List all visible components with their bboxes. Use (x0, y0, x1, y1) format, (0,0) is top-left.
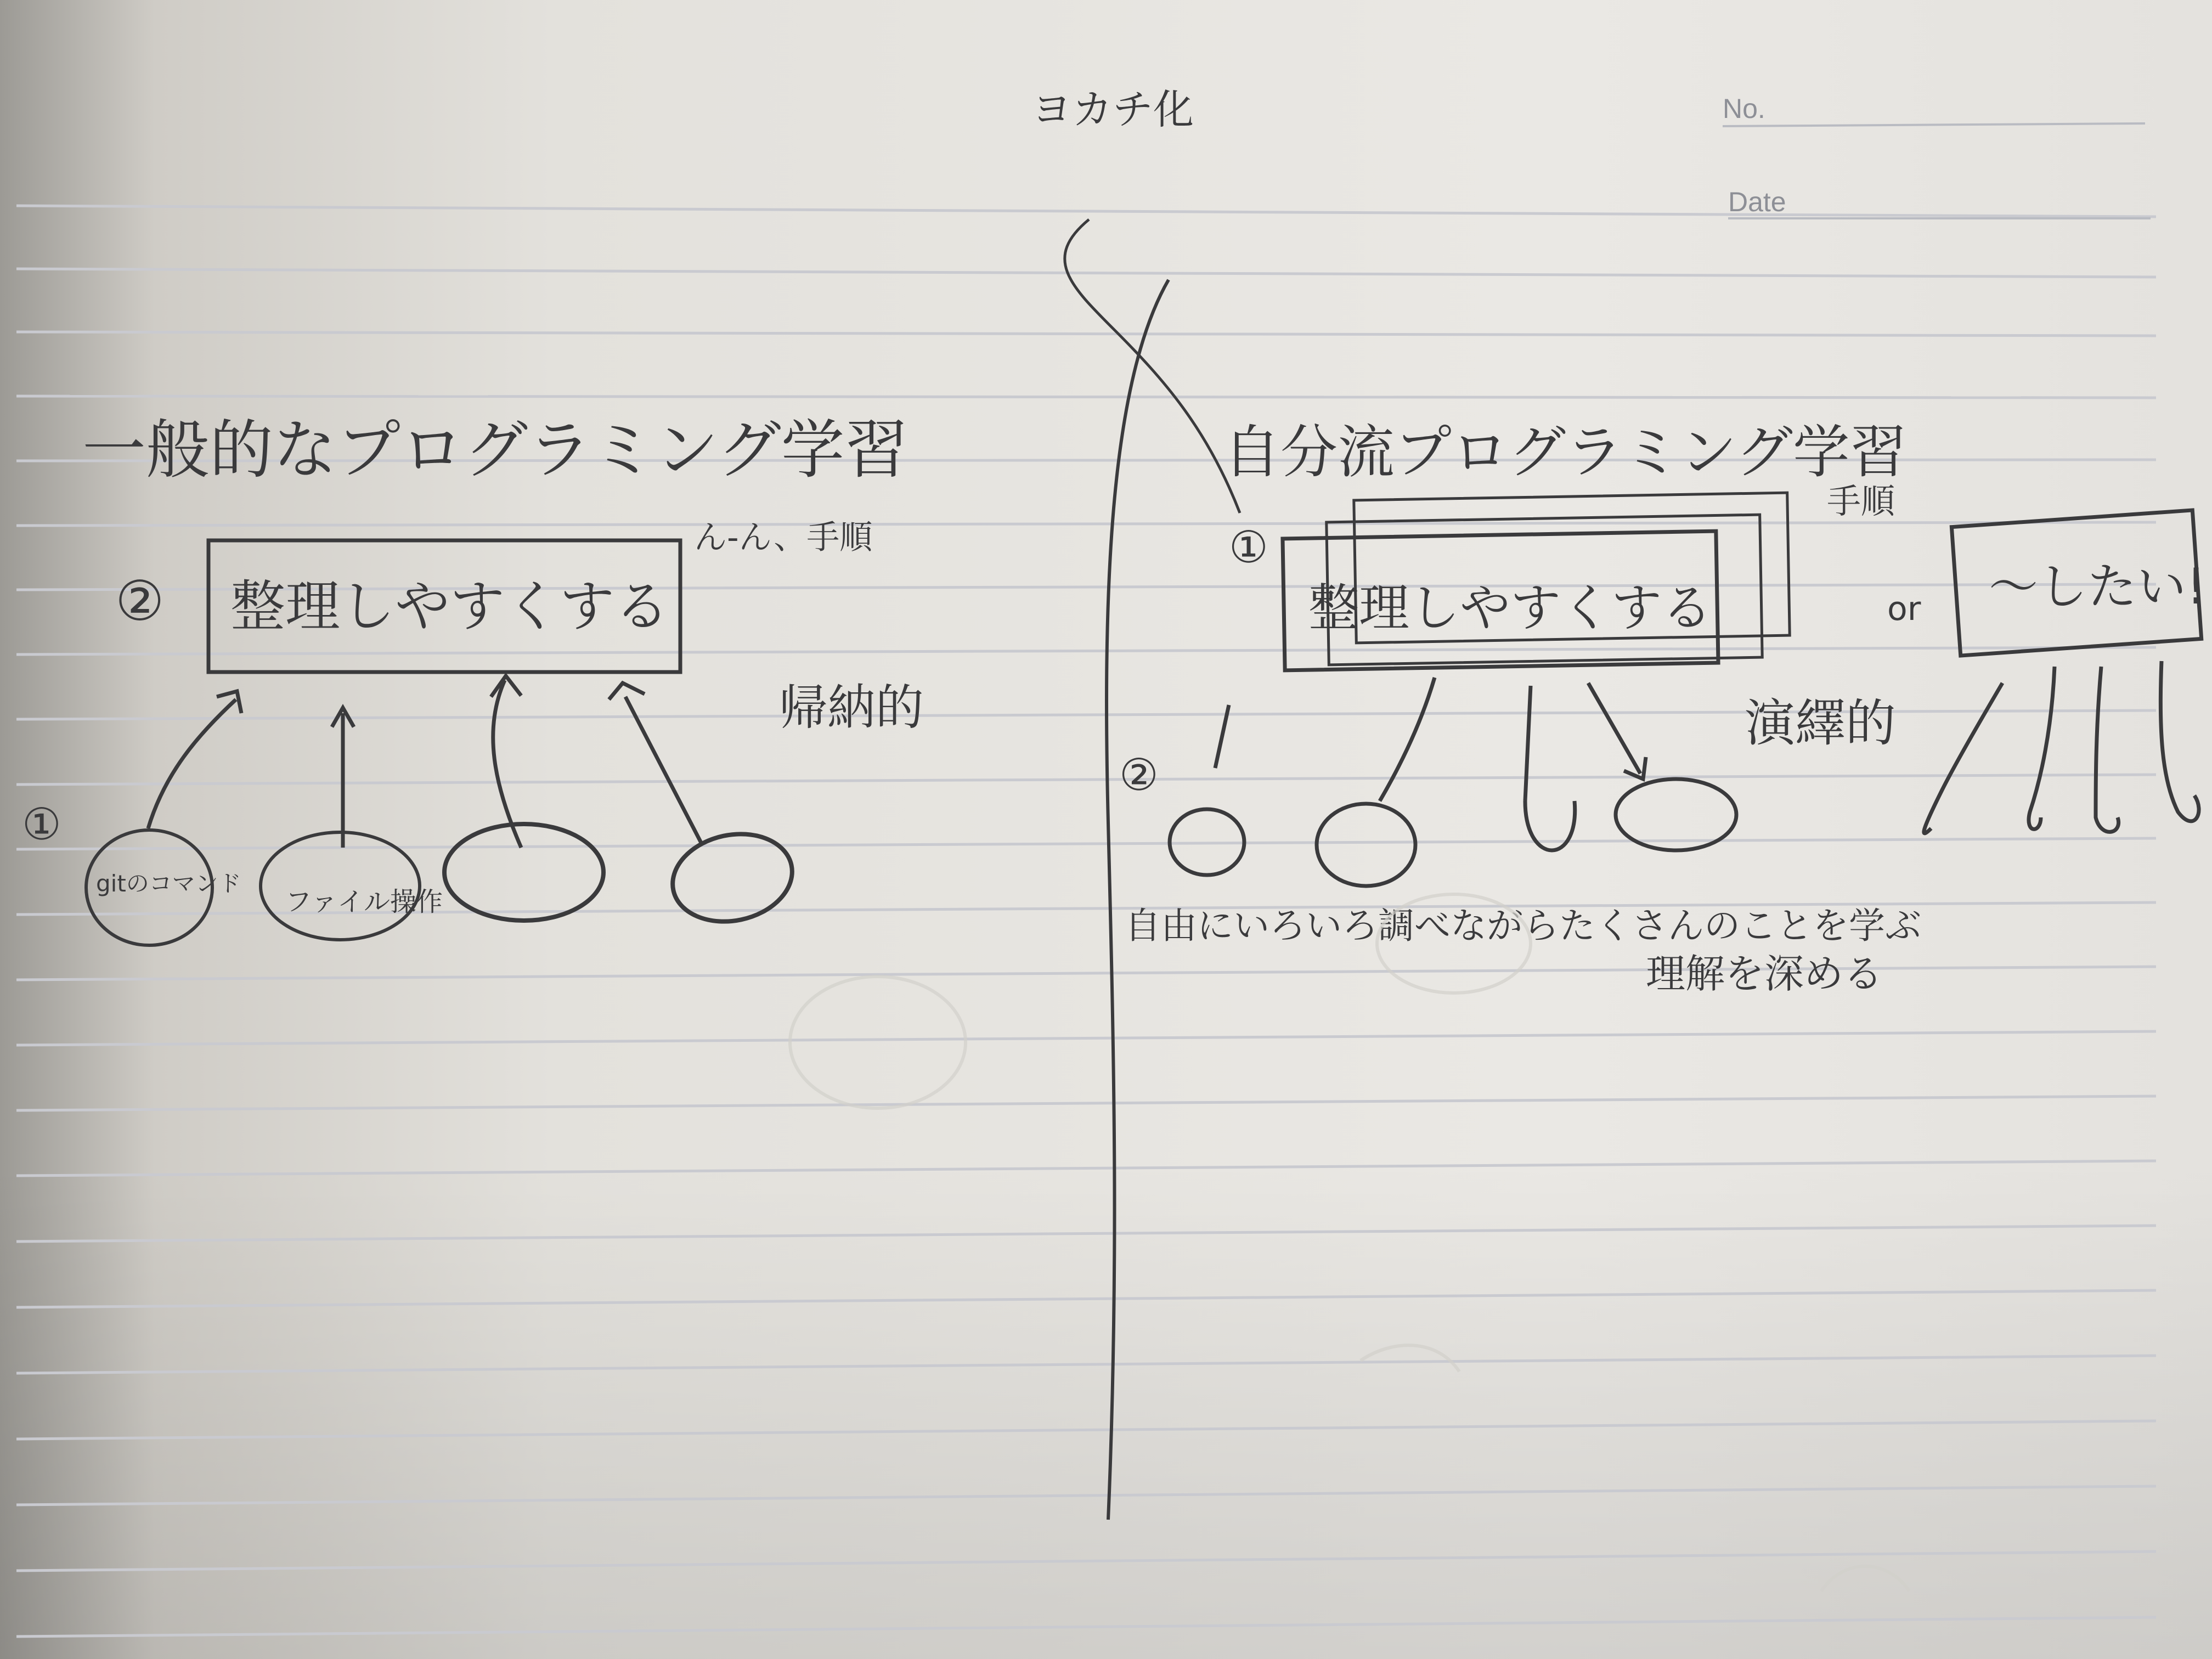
right-bottom-line-1: 自由にいろいろ調べながらたくさんのことを学ぶ (1125, 905, 1921, 947)
right-note: 演繹的 (1745, 694, 1897, 753)
right-bottom-line-2: 理解を深める (1646, 951, 1883, 997)
right-circle-1: ① (1229, 522, 1268, 573)
no-label: No. (1723, 93, 1765, 124)
right-wish-box-text: 〜したい! (1989, 558, 2207, 616)
right-or-label: or (1887, 590, 1921, 628)
left-title: 一般的なプログラミング学習 (82, 413, 909, 487)
right-title: 自分流プログラミング学習 (1223, 419, 1907, 486)
left-circle-2: ② (115, 569, 165, 633)
left-bubble-1-text: gitのコマンド (96, 870, 241, 897)
left-circle-1: ① (22, 799, 61, 850)
left-bubble-2-text: ファイル操作 (285, 887, 443, 917)
page-heading: ヨカチ化 (1031, 86, 1194, 133)
right-box-text: 整理しやすくする (1308, 579, 1713, 637)
right-circle-2: ② (1119, 749, 1159, 800)
left-note: 帰納的 (779, 679, 924, 736)
right-box-side-label: 手順 (1827, 481, 1895, 521)
date-label: Date (1728, 187, 1786, 217)
left-box-text: 整理しやすくする (230, 574, 669, 639)
left-side-label: ん-ん、手順 (694, 518, 873, 557)
